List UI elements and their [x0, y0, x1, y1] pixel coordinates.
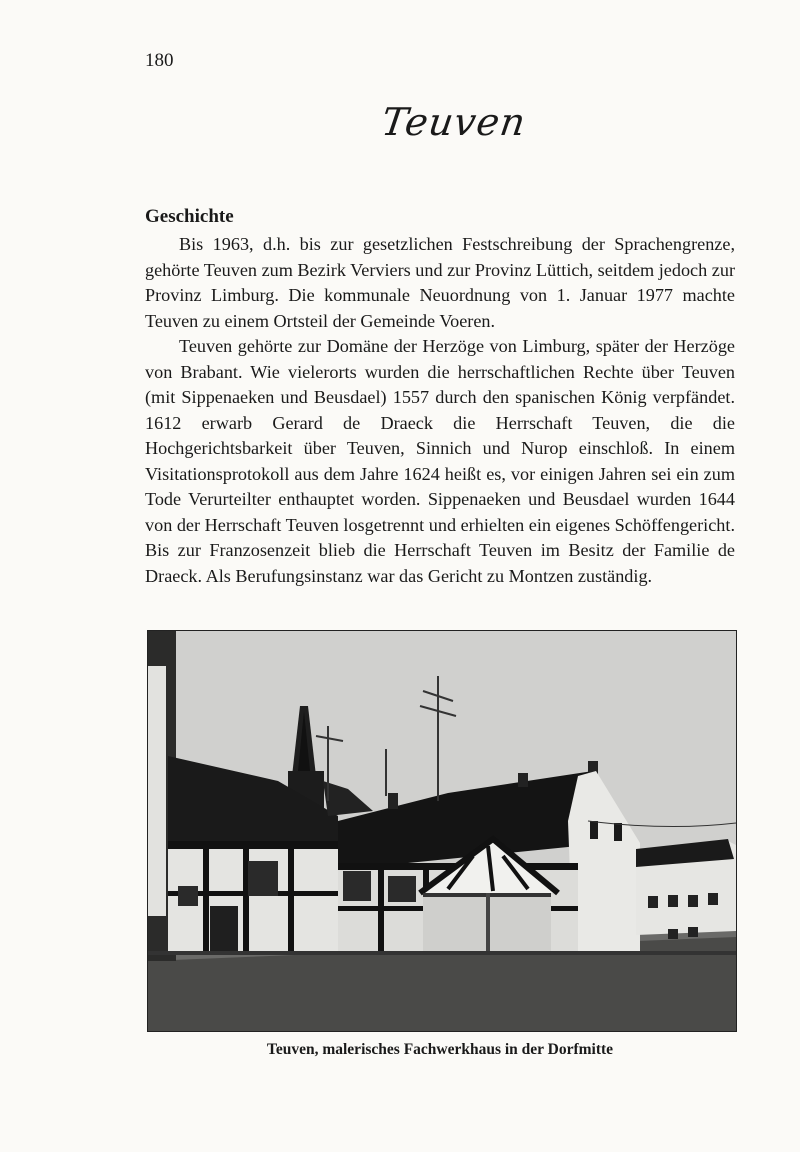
- chapter-title: Teuven: [378, 100, 529, 144]
- page-number: 180: [145, 50, 174, 71]
- body-text: [145, 232, 735, 589]
- paragraph: Bis 1963, d.h. bis zur gesetzlichen Festschreibung der Sprachengrenze, gehörte Teuven zum Bezirk Verviers und zur Provinz Lüttich, seitdem jedoch zur Provinz Limburg. Die kommunale Neuordnung von 1. Januar 1977 machte Teuven zu einem Ortsteil der Gemeinde Voeren.: [145, 234, 735, 331]
- section-heading: Geschichte: [145, 206, 234, 227]
- paragraph: Teuven gehörte zur Domäne der Herzöge von Limburg, später der Herzöge von Brabant. Wie vielerorts wurden die herrschaftlichen Rechte über Teuven (mit Sippenaeken und Beusdael) 1557 durch den spanischen König verpfändet. 1612 erwarb Gerard de Draeck die Herrschaft Teuven, die die Hochgerichtsbarkeit über Teuven, Sinnich und Nurop einschloß. In einem Visitationsprotokoll aus dem Jahre 1624 heißt es, vor einigen Jahren sei ein zum Tode Verurteilter enthauptet worden. Sippenaeken und Beusdael wurden 1644 von der Herrschaft Teuven losgetrennt und erhielten ein eigenes Schöffengericht. Bis zur Franzosenzeit blieb die Herrschaft Teuven im Besitz der Familie de Draeck. Als Berufungsinstanz war das Gericht zu Montzen zuständig.: [145, 336, 735, 586]
- village-photo: [147, 630, 737, 1032]
- photo-caption: Teuven, malerisches Fachwerkhaus in der Dorfmitte: [266, 1041, 614, 1058]
